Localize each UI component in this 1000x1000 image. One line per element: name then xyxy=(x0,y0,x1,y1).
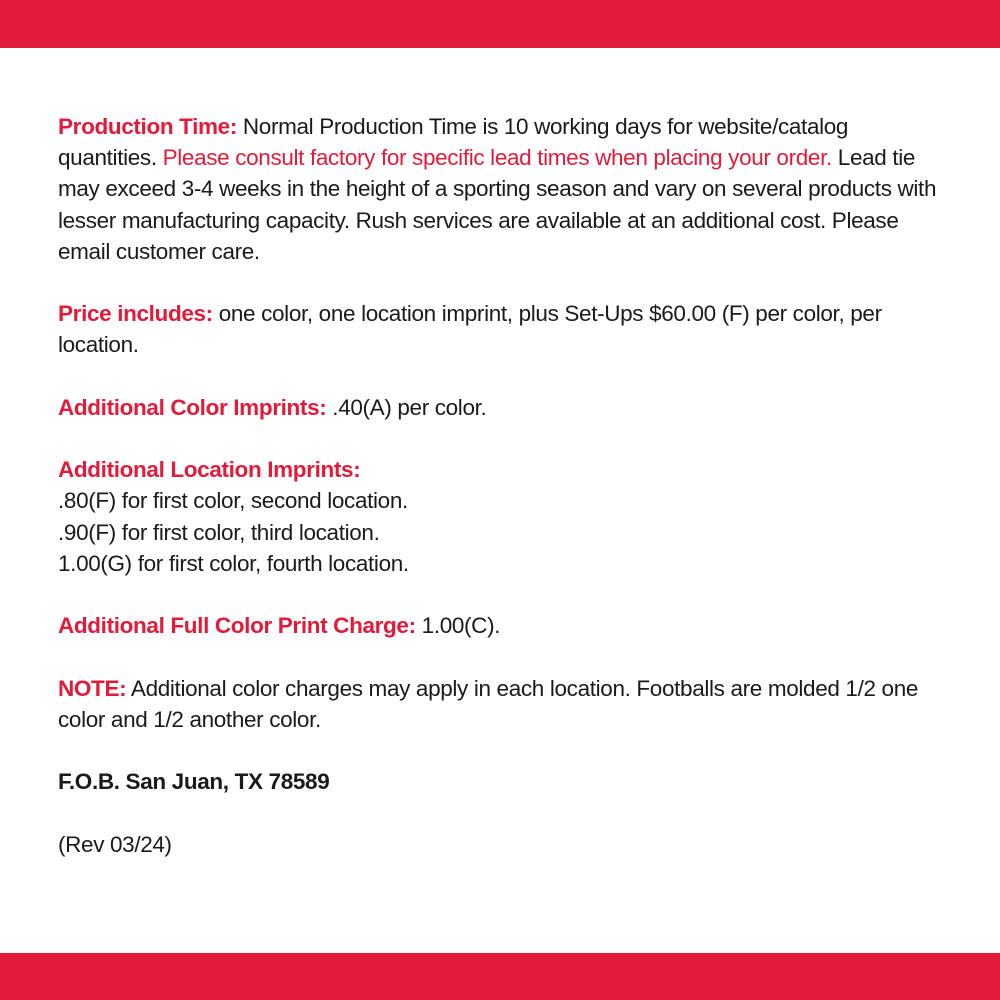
price-includes-paragraph xyxy=(58,298,948,360)
production-time-text: Normal Production Time is 10 working days for website/catalog quantities. xyxy=(58,114,849,171)
fob-location: F.O.B. San Juan, TX 78589 xyxy=(58,769,330,795)
location-imprints-paragraph xyxy=(58,454,948,579)
top-accent-bar xyxy=(0,0,1000,48)
production-time-paragraph xyxy=(58,111,948,267)
pricing-info-document xyxy=(58,111,948,891)
bottom-accent-bar xyxy=(0,953,1000,1000)
consult-factory-notice: Please consult factory for specific lead times when placing your order. xyxy=(162,145,832,171)
price-includes-label: Price includes: xyxy=(58,301,213,327)
color-imprints-label: Additional Color Imprints: xyxy=(58,394,327,420)
note-label: NOTE: xyxy=(58,675,127,701)
price-includes-text: one color, one location imprint, plus Set-Ups $60.00 (F) per color, per location. xyxy=(58,301,882,358)
lead-time-text: Lead tie may exceed 3-4 weeks in the height of a sporting season and vary on several products with lesser manufacturing capacity. Rush services are available at an additional cost. Please email customer care. xyxy=(58,145,937,264)
note-text: Additional color charges may apply in each location. Footballs are molded 1/2 one color and 1/2 another color. xyxy=(58,675,919,732)
location-imprints-label: Additional Location Imprints: xyxy=(58,457,361,483)
production-time-label: Production Time: xyxy=(58,114,237,139)
full-color-paragraph xyxy=(58,610,948,641)
full-color-text: 1.00(C). xyxy=(415,613,501,639)
color-imprints-paragraph xyxy=(58,392,948,423)
location-imprint-line: 1.00(G) for first color, fourth location. xyxy=(58,550,409,576)
note-paragraph xyxy=(58,673,948,735)
color-imprints-text: .40(A) per color. xyxy=(326,394,487,420)
full-color-label: Additional Full Color Print Charge: xyxy=(58,613,416,639)
location-imprint-line: .90(F) for first color, third location. xyxy=(58,519,380,545)
revision-date: (Rev 03/24) xyxy=(58,831,172,857)
location-imprint-line: .80(F) for first color, second location. xyxy=(58,488,408,514)
